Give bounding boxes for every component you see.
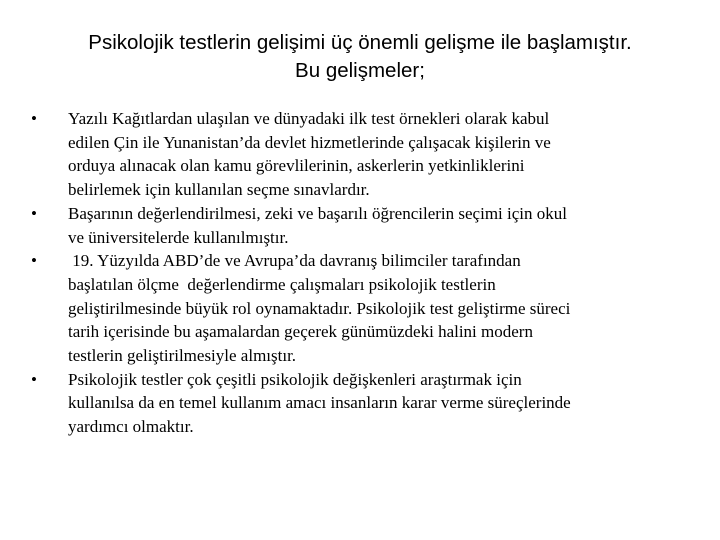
bullet-icon: •: [31, 203, 37, 223]
bullet-icon: •: [31, 109, 37, 128]
bullet-item-2-line-1: Başarının değerlendirilmesi, zeki ve başarılı öğrencilerin seçimi için okul: [68, 203, 567, 223]
bullet-item-3-line-5: testlerin geliştirilmesiyle almıştır.: [68, 346, 297, 366]
bullet-item-2-line-2: ve üniversitelerde kullanılmıştır.: [68, 227, 289, 247]
slide-title: [20, 29, 700, 85]
bullet-item-1: [26, 107, 698, 202]
bullet-item-4: [26, 368, 698, 439]
bullet-item-1-line-3: orduya alınacak olan kamu görevlilerinin, askerlerin yetkinliklerini: [68, 156, 525, 176]
bullet-item-3-line-3: geliştirilmesinde büyük rol oynamaktadır. Psikolojik test geliştirme süreci: [68, 298, 571, 318]
bullet-icon: •: [31, 251, 37, 271]
bullet-item-3-line-1: 19. Yüzyılda ABD’de ve Avrupa’da davranış bilimciler tarafından: [68, 251, 521, 271]
bullet-item-3-line-2: başlatılan ölçme değerlendirme çalışmaları psikolojik testlerin: [68, 274, 496, 294]
bullet-item-1-line-1: Yazılı Kağıtlardan ulaşılan ve dünyadaki ilk test örnekleri olarak kabul: [68, 109, 550, 128]
bullet-item-3: [26, 249, 698, 368]
slide-title-line-2: Bu gelişmeler;: [295, 59, 425, 82]
bullet-icon: •: [31, 369, 37, 389]
slide-title-line-1: Psikolojik testlerin gelişimi üç önemli gelişme ile başlamıştır.: [88, 31, 632, 54]
bullet-item-4-line-3: yardımcı olmaktır.: [68, 417, 194, 437]
bullet-item-4-line-1: Psikolojik testler çok çeşitli psikolojik değişkenleri araştırmak için: [68, 369, 522, 389]
bullet-item-1-line-2: edilen Çin ile Yunanistan’da devlet hizmetlerinde çalışacak kişilerin ve: [68, 132, 551, 152]
bullet-item-4-line-2: kullanılsa da en temel kullanım amacı insanların karar verme süreçlerinde: [68, 393, 571, 413]
bullet-item-1-line-4: belirlemek için kullanılan seçme sınavlardır.: [68, 180, 370, 200]
bullet-item-2: [26, 202, 698, 249]
bullet-item-3-line-4: tarih içerisinde bu aşamalardan geçerek günümüzdeki halini modern: [68, 322, 533, 342]
bullet-list: [26, 107, 698, 439]
